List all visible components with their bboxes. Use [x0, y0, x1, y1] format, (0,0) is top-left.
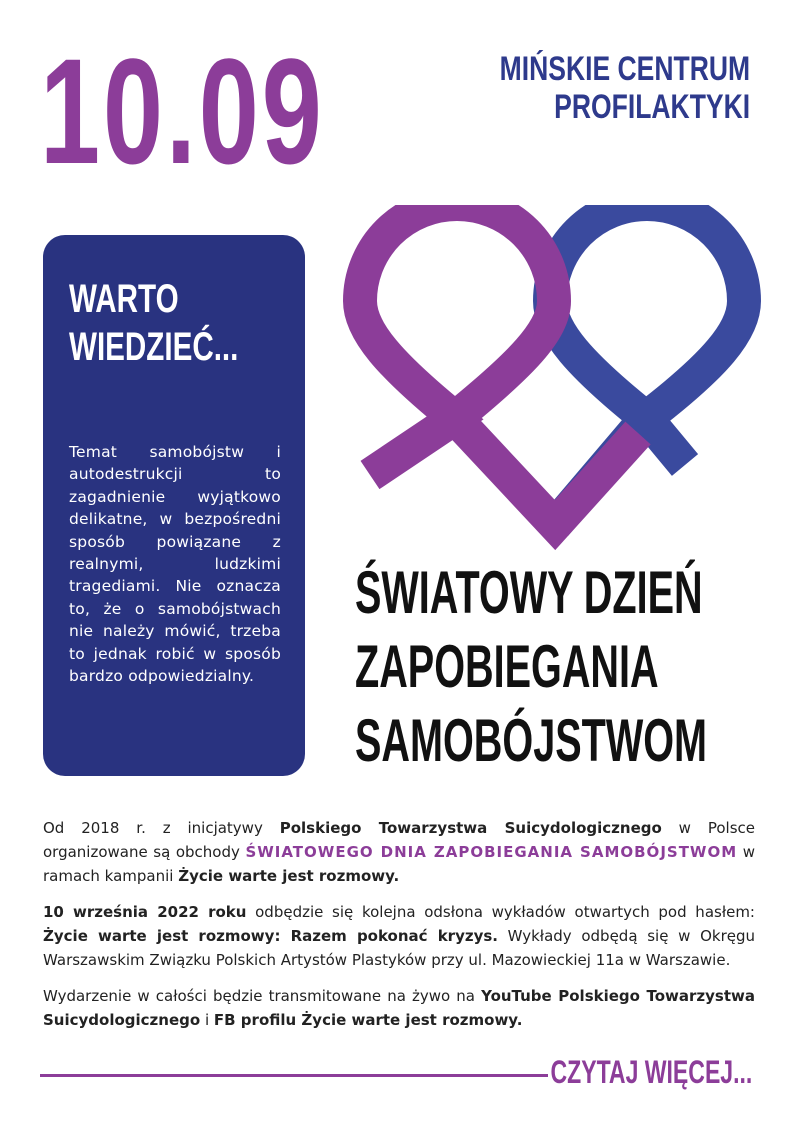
- organization-line-2: PROFILAKTYKI: [554, 88, 750, 126]
- p1-bold-2: Życie warte jest rozmowy.: [178, 867, 400, 885]
- headline-line-1: ŚWIATOWY DZIEŃ: [355, 559, 703, 626]
- organization-name: [429, 50, 750, 126]
- p1-text-1: Od 2018 r. z inicjatywy: [43, 819, 280, 837]
- info-box-text: Temat samobójstw i autodestrukcji to zagadnienie wyjątkowo delikatne, w bezpośredni sposób powiązane z realnymi, ludzkimi tragediami. Nie oznacza to, że o samobójstwach nie należy mówić, trzeba to jednak robić w sposób bardzo odpowiedzialny.: [69, 443, 281, 686]
- paragraph-3: [43, 984, 755, 1032]
- organization-line-1: MIŃSKIE CENTRUM: [499, 50, 750, 88]
- p3-text-2: i: [200, 1011, 214, 1029]
- info-box-heading-line-1: WARTO: [69, 277, 179, 321]
- p2-text-2: Wykłady odbędą się w Okręgu Warszawskim Związku Polskich Artystów Plastyków przy ul. Mazowieckiej 11a w Warszawie.: [43, 927, 755, 969]
- p2-text-1: odbędzie się kolejna odsłona wykładów otwartych pod hasłem:: [246, 903, 755, 921]
- body-text: [43, 816, 755, 1044]
- p1-highlight: ŚWIATOWEGO DNIA ZAPOBIEGANIA SAMOBÓJSTWOM: [245, 843, 738, 861]
- headline: [355, 556, 800, 778]
- p1-bold-1: Polskiego Towarzystwa Suicydologicznego: [279, 819, 662, 837]
- paragraph-1: [43, 816, 755, 888]
- paragraph-2: [43, 900, 755, 972]
- info-box-heading-line-2: WIEDZIEĆ...: [69, 325, 239, 369]
- p2-bold-1: 10 września 2022 roku: [43, 903, 247, 921]
- p1-text-2: w Polsce organizowane są obchody: [43, 819, 755, 861]
- info-box: [43, 235, 305, 776]
- ribbons-logo-icon: [340, 205, 770, 555]
- headline-line-3: SAMOBÓJSTWOM: [355, 707, 707, 774]
- event-date: 10.09: [40, 27, 325, 195]
- read-more-label: CZYTAJ WIĘCEJ...: [550, 1054, 752, 1090]
- info-box-heading: [69, 275, 281, 371]
- p1-text-3: w ramach kampanii: [43, 843, 755, 885]
- p3-bold-2: FB profilu Życie warte jest rozmowy.: [213, 1011, 523, 1029]
- p3-text-1: Wydarzenie w całości będzie transmitowane na żywo na: [43, 987, 482, 1005]
- read-more-link[interactable]: [472, 1052, 752, 1092]
- p2-bold-2: Życie warte jest rozmowy: Razem pokonać kryzys.: [43, 927, 498, 945]
- p3-bold-1: YouTube Polskiego Towarzystwa Suicydologicznego: [43, 987, 755, 1029]
- headline-line-2: ZAPOBIEGANIA: [355, 633, 659, 700]
